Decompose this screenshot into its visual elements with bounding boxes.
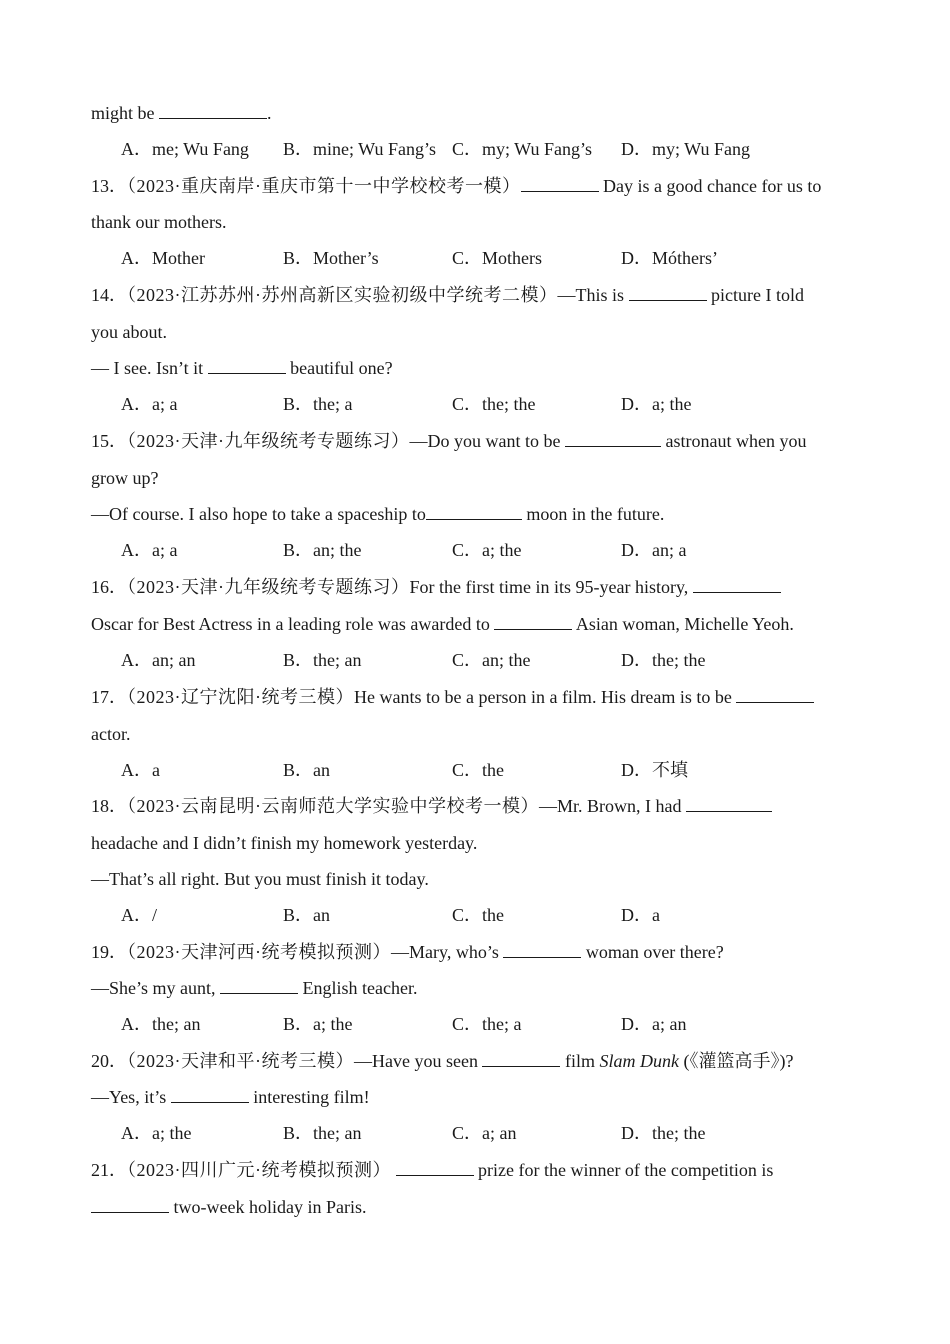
option-c[interactable]: C．the	[452, 760, 504, 780]
q15-line-3	[91, 502, 664, 526]
q21-line-2	[91, 1195, 366, 1219]
answer-blank	[503, 940, 581, 958]
option-a[interactable]: A．a; a	[121, 540, 178, 560]
question-number: 15．	[91, 431, 127, 451]
option-b[interactable]: B．an	[283, 905, 330, 925]
question-text: moon in the future.	[526, 504, 665, 524]
answer-blank	[159, 101, 267, 119]
question-source: （2023·四川广元·统考模拟预测）	[127, 1160, 391, 1180]
option-b[interactable]: B．an; the	[283, 540, 362, 560]
question-number: 17．	[91, 687, 127, 707]
option-b[interactable]: B．an	[283, 760, 330, 780]
option-d[interactable]: D．the; the	[621, 650, 706, 670]
q13-line-1	[91, 174, 821, 198]
question-number: 20．	[91, 1051, 127, 1071]
question-source: （2023·云南昆明·云南师范大学实验中学校考一模）	[127, 796, 539, 816]
question-source: （2023·天津·九年级统考专题练习）	[127, 577, 410, 597]
q12-period: .	[267, 103, 272, 123]
question-text: For the first time in its 95-year history,	[409, 577, 689, 597]
answer-blank	[494, 612, 572, 630]
q14-line-3	[91, 356, 393, 380]
question-source: （2023·重庆南岸·重庆市第十一中学校校考一模）	[127, 176, 521, 196]
question-text: —This is	[557, 285, 625, 305]
option-b[interactable]: B．the; a	[283, 394, 353, 414]
option-c[interactable]: C．my; Wu Fang’s	[452, 139, 592, 159]
question-source: （2023·天津河西·统考模拟预测）	[127, 942, 391, 962]
answer-blank	[693, 575, 781, 593]
question-text: prize for the winner of the competition is	[478, 1160, 774, 1180]
option-b[interactable]: B．mine; Wu Fang’s	[283, 139, 436, 159]
option-d[interactable]: D．Móthers’	[621, 248, 718, 268]
question-text: —Mary, who’s	[391, 942, 499, 962]
question-text: picture I told	[711, 285, 804, 305]
question-text: —Do you want to be	[409, 431, 561, 451]
answer-blank	[208, 356, 286, 374]
option-c[interactable]: C．Mothers	[452, 248, 542, 268]
option-a[interactable]: A．/	[121, 905, 157, 925]
q18-line-1	[91, 794, 772, 818]
q16-line-1	[91, 575, 781, 599]
option-a[interactable]: A．Mother	[121, 248, 205, 268]
option-a[interactable]: A．a; a	[121, 394, 178, 414]
answer-blank	[396, 1158, 474, 1176]
option-a[interactable]: A．the; an	[121, 1014, 201, 1034]
answer-blank	[736, 685, 814, 703]
question-text: two-week holiday in Paris.	[173, 1197, 367, 1217]
question-source: （2023·江苏苏州·苏州高新区实验初级中学统考二模）	[127, 285, 558, 305]
question-text: interesting film!	[253, 1087, 370, 1107]
film-title: Slam Dunk	[599, 1051, 679, 1071]
option-d[interactable]: D．不填	[621, 760, 688, 780]
option-a[interactable]: A．me; Wu Fang	[121, 139, 249, 159]
question-number: 13．	[91, 176, 127, 196]
question-text: —Mr. Brown, I had	[539, 796, 682, 816]
answer-blank	[91, 1195, 169, 1213]
question-source: （2023·辽宁沈阳·统考三模）	[127, 687, 354, 707]
question-text: Asian woman, Michelle Yeoh.	[575, 614, 794, 634]
question-text: astronaut when you	[665, 431, 807, 451]
answer-blank	[220, 976, 298, 994]
option-b[interactable]: B．a; the	[283, 1014, 353, 1034]
answer-blank	[521, 174, 599, 192]
q17-line-1	[91, 685, 814, 709]
option-d[interactable]: D．an; a	[621, 540, 687, 560]
question-text: —She’s my aunt,	[91, 978, 216, 998]
question-number: 18．	[91, 796, 127, 816]
q20-line-1	[91, 1049, 793, 1073]
answer-blank	[426, 502, 522, 520]
question-text: —Yes, it’s	[91, 1087, 167, 1107]
option-c[interactable]: C．the	[452, 905, 504, 925]
option-d[interactable]: D．my; Wu Fang	[621, 139, 750, 159]
option-b[interactable]: B．the; an	[283, 650, 362, 670]
q19-line-2	[91, 976, 417, 1000]
option-b[interactable]: B．the; an	[283, 1123, 362, 1143]
option-d[interactable]: D．a; an	[621, 1014, 687, 1034]
question-text: woman over there?	[585, 942, 724, 962]
question-text: beautiful one?	[290, 358, 393, 378]
question-text: film	[564, 1051, 595, 1071]
question-source: （2023·天津·九年级统考专题练习）	[127, 431, 410, 451]
question-text: (《灌篮高手》)?	[683, 1051, 794, 1071]
q12-text: might be	[91, 103, 155, 123]
q15-line-1	[91, 429, 806, 453]
option-b[interactable]: B．Mother’s	[283, 248, 379, 268]
question-number: 14．	[91, 285, 127, 305]
option-d[interactable]: D．a; the	[621, 394, 692, 414]
question-text: — I see. Isn’t it	[91, 358, 204, 378]
option-c[interactable]: C．an; the	[452, 650, 531, 670]
q14-line-2: you about.	[91, 322, 167, 342]
q16-line-2	[91, 612, 794, 636]
question-text: Oscar for Best Actress in a leading role was awarded to	[91, 614, 490, 634]
q18-line-2: headache and I didn’t finish my homework yesterday.	[91, 833, 478, 853]
question-text: He wants to be a person in a film. His dream is to be	[354, 687, 732, 707]
option-d[interactable]: D．a	[621, 905, 660, 925]
answer-blank	[629, 283, 707, 301]
question-text: —Have you seen	[354, 1051, 478, 1071]
q15-line-2: grow up?	[91, 468, 159, 488]
answer-blank	[686, 794, 772, 812]
answer-blank	[171, 1085, 249, 1103]
q19-line-1	[91, 940, 724, 964]
question-text: Day is a good chance for us to	[603, 176, 822, 196]
q21-line-1	[91, 1158, 773, 1182]
option-a[interactable]: A．a	[121, 760, 160, 780]
option-c[interactable]: C．a; an	[452, 1123, 517, 1143]
q14-line-1	[91, 283, 804, 307]
option-c[interactable]: C．a; the	[452, 540, 522, 560]
answer-blank	[565, 429, 661, 447]
q17-line-2: actor.	[91, 724, 131, 744]
question-number: 21．	[91, 1160, 127, 1180]
option-c[interactable]: C．the; a	[452, 1014, 522, 1034]
question-text: —Of course. I also hope to take a spaceship to	[91, 504, 426, 524]
q18-line-3: —That’s all right. But you must finish it today.	[91, 869, 429, 889]
q12-continuation	[91, 101, 272, 125]
answer-blank	[482, 1049, 560, 1067]
question-source: （2023·天津和平·统考三模）	[127, 1051, 354, 1071]
q20-line-2	[91, 1085, 370, 1109]
option-c[interactable]: C．the; the	[452, 394, 536, 414]
question-text: English teacher.	[302, 978, 418, 998]
option-a[interactable]: A．an; an	[121, 650, 196, 670]
option-a[interactable]: A．a; the	[121, 1123, 192, 1143]
question-number: 16．	[91, 577, 127, 597]
option-d[interactable]: D．the; the	[621, 1123, 706, 1143]
q13-line-2: thank our mothers.	[91, 212, 227, 232]
question-number: 19．	[91, 942, 127, 962]
